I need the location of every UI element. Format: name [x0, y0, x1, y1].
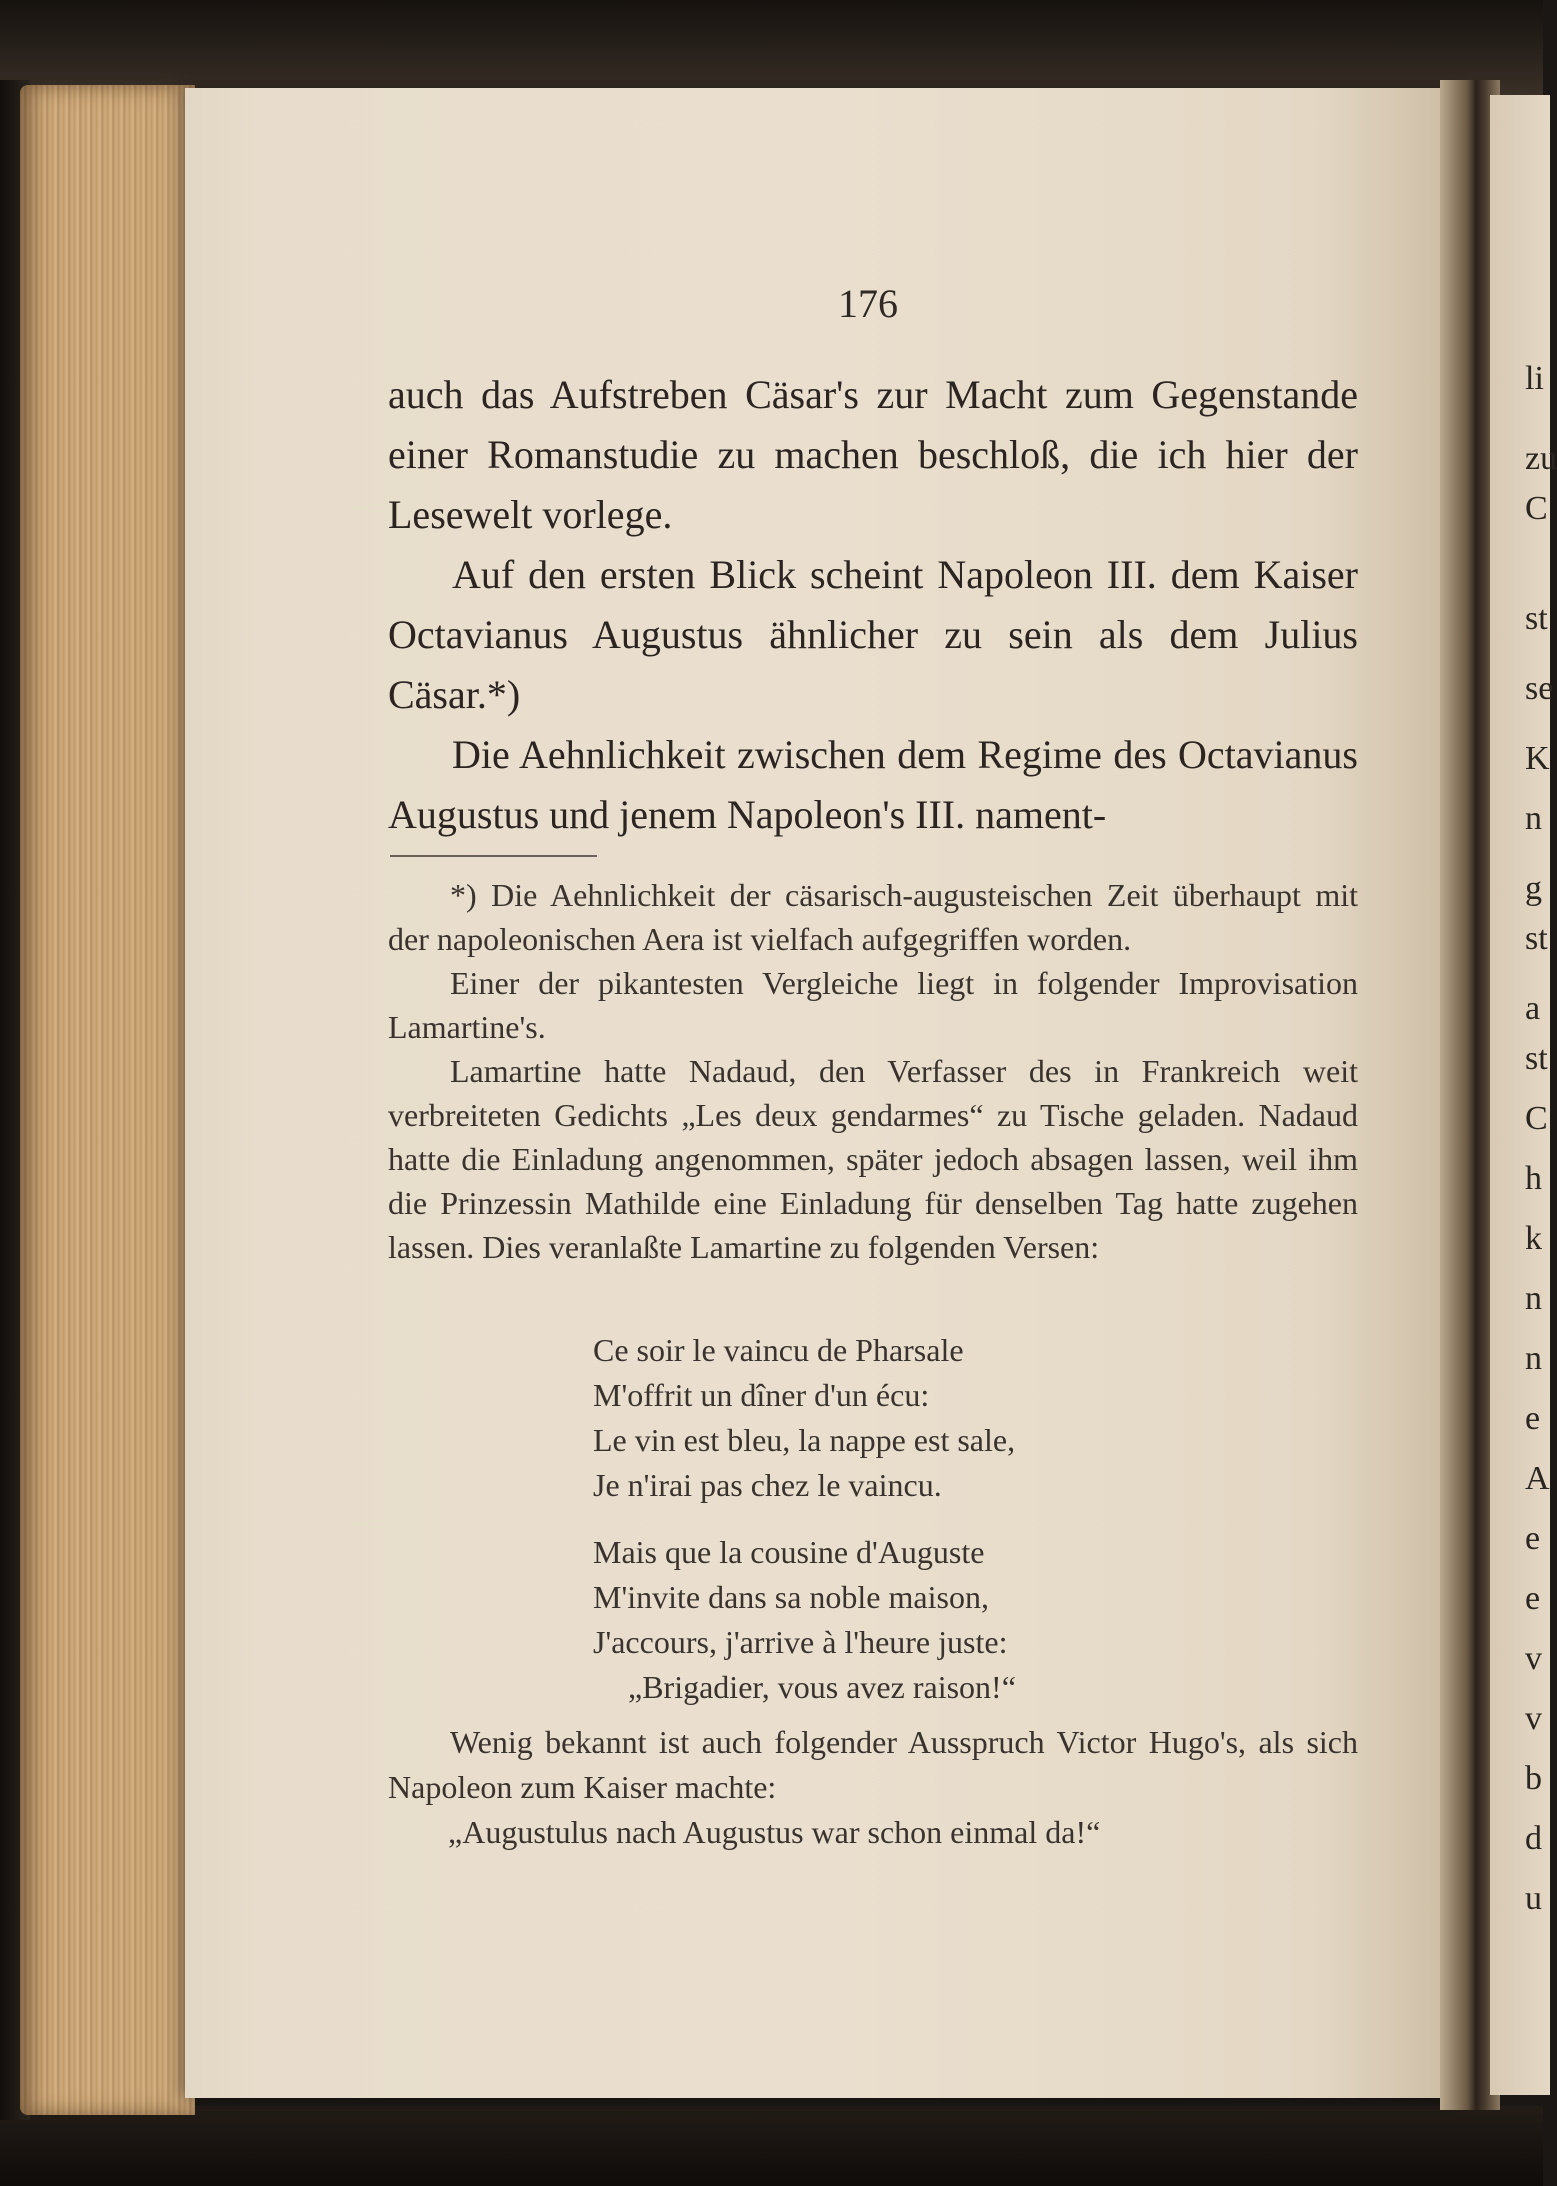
poem-line: Je n'irai pas chez le vaincu. [593, 1467, 942, 1503]
poem-line: Ce soir le vaincu de Pharsale [593, 1332, 964, 1368]
next-page-letter: n [1525, 800, 1542, 837]
next-page-letter: g [1525, 870, 1542, 907]
page-number: 176 [838, 281, 898, 326]
paragraph: Auf den ersten Blick scheint Napoleon III. dem Kaiser Octavianus Augustus ähnlicher zu sein als dem Julius Cäsar.*) [388, 552, 1358, 717]
poem-line: M'offrit un dîner d'un écu: [593, 1377, 930, 1413]
next-page-letter: e [1525, 1400, 1541, 1437]
poem-stanza [593, 1328, 1293, 1508]
next-page-letter: zu [1525, 440, 1557, 477]
footnote [388, 873, 1358, 1269]
closing-paragraph: Wenig bekannt ist auch folgender Ausspruch Victor Hugo's, als sich Napoleon zum Kaiser machte: [388, 1724, 1358, 1805]
next-page-letter: v [1525, 1640, 1542, 1677]
poem-line: J'accours, j'arrive à l'heure juste: [593, 1624, 1008, 1660]
paragraph: Die Aehnlichkeit zwischen dem Regime des Octavianus Augustus und jenem Napoleon's III. nament- [388, 732, 1358, 837]
next-page-letter: st [1525, 600, 1548, 637]
poem-stanza [593, 1530, 1293, 1710]
next-page-letter: h [1525, 1160, 1542, 1197]
next-page-letter: e [1525, 1520, 1541, 1557]
next-page-letter: u [1525, 1880, 1542, 1917]
next-page-letter: st [1525, 920, 1548, 957]
next-page-letter: a [1525, 990, 1541, 1027]
next-page-letter: K [1525, 740, 1550, 777]
footnote-divider [390, 855, 597, 857]
next-page-letter: d [1525, 1820, 1542, 1857]
next-page-letter: n [1525, 1280, 1542, 1317]
page-stack-edge [20, 85, 195, 2115]
poem-line: Le vin est bleu, la nappe est sale, [593, 1422, 1016, 1458]
footnote-paragraph: Einer der pikantesten Vergleiche liegt in folgender Improvisation Lamartine's. [388, 965, 1358, 1045]
next-page-letter: v [1525, 1700, 1542, 1737]
poem-line: Mais que la cousine d'Auguste [593, 1534, 985, 1570]
footnote-paragraph: *) Die Aehnlichkeit der cäsarisch-augusteischen Zeit überhaupt mit der napoleonischen Aera ist vielfach aufgegriffen worden. [388, 877, 1358, 957]
main-text [388, 365, 1358, 845]
paragraph: auch das Aufstreben Cäsar's zur Macht zum Gegenstande einer Romanstudie zu machen beschloß, die ich hier der Lesewelt vorlege. [388, 372, 1358, 537]
next-page-letter: C [1525, 490, 1548, 527]
closing-quote: „Augustulus nach Augustus war schon einmal da!“ [448, 1814, 1101, 1850]
backdrop-bottom [0, 2106, 1543, 2186]
next-page-letter: e [1525, 1580, 1541, 1617]
poem-line: M'invite dans sa noble maison, [593, 1579, 989, 1615]
next-page-letter: li [1525, 360, 1544, 397]
footnote-paragraph: Lamartine hatte Nadaud, den Verfasser des in Frankreich weit verbreiteten Gedichts „Les deux gendarmes“ zu Tische geladen. Nadaud hatte die Einladung angenommen, später jedoch absagen lassen, weil ihm die Prinzessin Mathilde eine Einladung für denselben Tag hatte zugehen lassen. Dies veranlaßte Lamartine zu folgenden Versen: [388, 1053, 1358, 1265]
next-page-letter: st [1525, 1040, 1548, 1077]
next-page-letter: k [1525, 1220, 1542, 1257]
next-page-letter: b [1525, 1760, 1542, 1797]
backdrop-top [0, 0, 1543, 95]
poem [593, 1328, 1293, 1732]
next-page-letter: se [1525, 670, 1554, 707]
closing-text [388, 1720, 1358, 1855]
next-page-letter: C [1525, 1100, 1548, 1137]
next-page-letter: A [1525, 1460, 1550, 1497]
poem-line: „Brigadier, vous avez raison!“ [628, 1669, 1016, 1705]
next-page-letter: n [1525, 1340, 1542, 1377]
